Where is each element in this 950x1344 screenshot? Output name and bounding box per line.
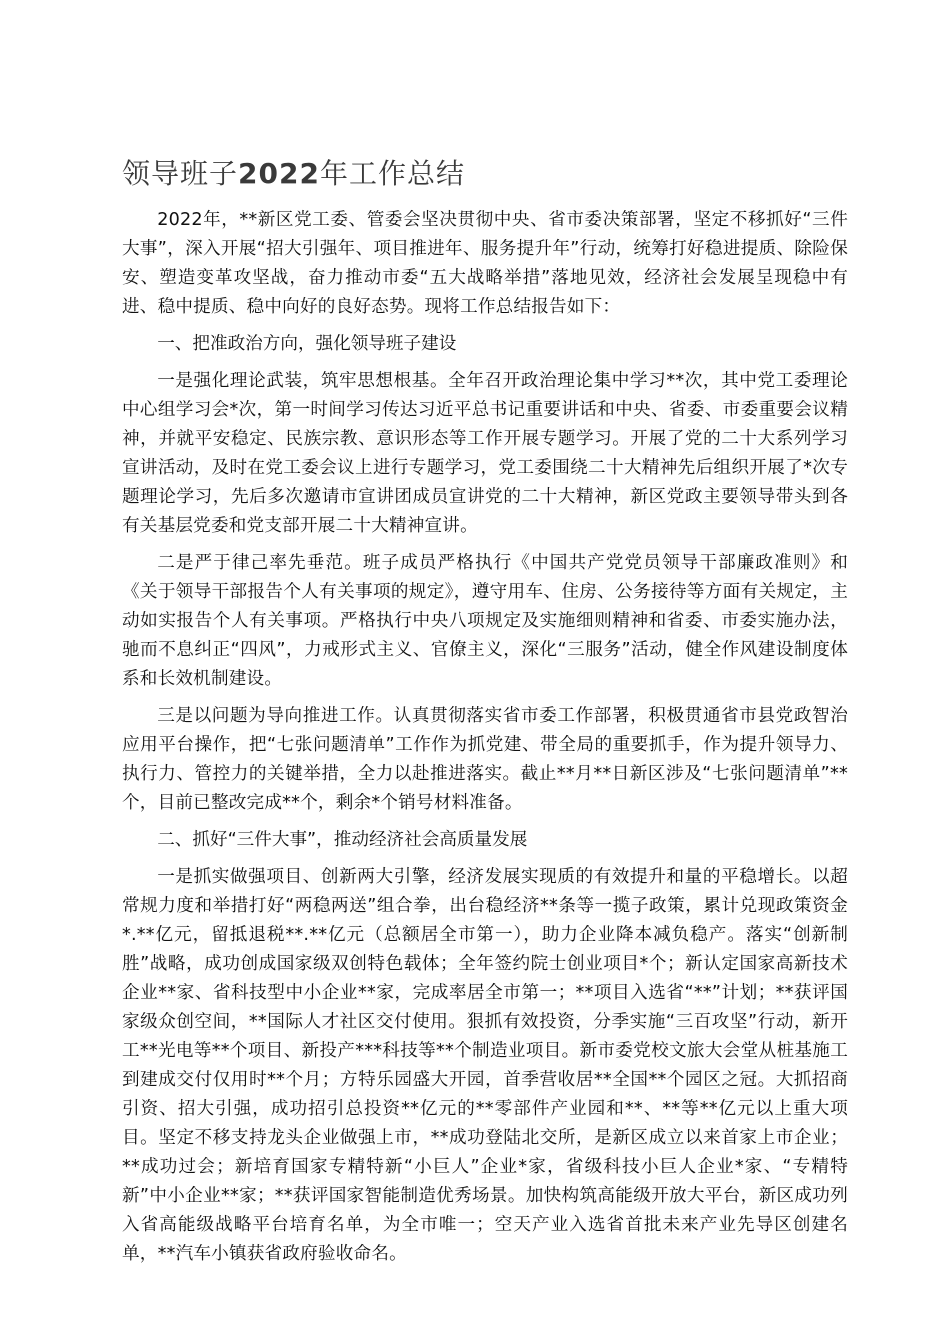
- document-title: [122, 152, 465, 192]
- paragraph-theory: 一是强化理论武装，筑牢思想根基。全年召开政治理论集中学习**次，其中党工委理论中心组学习会*次，第一时间学习传达习近平总书记重要讲话和中央、省委、市委重要会议精神，并就平安稳定、民族宗教、意识形态等工作开展专题学习。开展了党的二十大系列学习宣讲活动，及时在党工委会议上进行专题学习，党工委围绕二十大精神先后组织开展了*次专题理论学习，先后多次邀请市宣讲团成员宣讲党的二十大精神，新区党政主要领导带头到各有关基层党委和党支部开展二十大精神宣讲。: [122, 371, 848, 536]
- document-body: [122, 206, 848, 1277]
- paragraph-projects-innovation: 一是抓实做强项目、创新两大引擎，经济发展实现质的有效提升和量的平稳增长。以超常规力度和举措打好“两稳两送”组合拳，出台稳经济**条等一揽子政策，累计兑现政策资金*.**亿元，留抵退税**.**亿元（总额居全市第一），助力企业降本减负稳产。落实“创新制胜”战略，成功创成国家级双创特色载体；全年签约院士创业项目*个；新认定国家高新技术企业**家、省科技型中小企业**家，完成率居全市第一；**项目入选省“**”计划；**获评国家级众创空间，**国际人才社区交付使用。狠抓有效投资，分季实施“三百攻坚”行动，新开工**光电等**个项目、新投产***科技等**个制造业项目。新市委党校文旅大会堂从桩基施工到建成交付仅用时**个月；方特乐园盛大开园，首季营收居**全国**个园区之冠。大抓招商引资、招大引强，成功招引总投资**亿元的**零部件产业园和**、**等**亿元以上重大项目。坚定不移支持龙头企业做强上市，**成功登陆北交所，是新区成立以来首家上市企业；**成功过会；新培育国家专精特新“小巨人”企业*家，省级科技小巨人企业*家、“专精特新”中小企业**家；**获评国家智能制造优秀场景。加快构筑高能级开放大平台，新区成功列入省高能级战略平台培育名单，为全市唯一；空天产业入选省首批未来产业先导区创建名单，**汽车小镇获省政府验收命名。: [122, 867, 848, 1264]
- intro-paragraph: 2022年，**新区党工委、管委会坚决贯彻中央、省市委决策部署，坚定不移抓好“三件大事”，深入开展“招大引强年、项目推进年、服务提升年”行动，统筹打好稳进提质、除险保安、塑造变革攻坚战，奋力推动市委“五大战略举措”落地见效，经济社会发展呈现稳中有进、稳中提质、稳中向好的良好态势。现将工作总结报告如下：: [122, 210, 848, 317]
- title-prefix: 领导班子: [122, 157, 239, 190]
- paragraph-problem-oriented: 三是以问题为导向推进工作。认真贯彻落实省市委工作部署，积极贯通省市县党政智治应用平台操作，把“七张问题清单”工作作为抓党建、带全局的重要抓手，作为提升领导力、执行力、管控力的关键举措，全力以赴推进落实。截止**月**日新区涉及“七张问题清单”**个，目前已整改完成**个，剩余*个销号材料准备。: [122, 706, 848, 813]
- paragraph-discipline: 二是严于律己率先垂范。班子成员严格执行《中国共产党党员领导干部廉政准则》和《关于领导干部报告个人有关事项的规定》，遵守用车、住房、公务接待等方面有关规定，主动如实报告个人有关事项。严格执行中央八项规定及实施细则精神和省委、市委实施办法，驰而不息纠正“四风”，力戒形式主义、官僚主义，深化“三服务”活动，健全作风建设制度体系和长效机制建设。: [122, 553, 848, 689]
- title-suffix: 年工作总结: [319, 157, 465, 190]
- section-heading-1: 一、把准政治方向，强化领导班子建设: [157, 334, 457, 354]
- section-heading-2: 二、抓好“三件大事”，推动经济社会高质量发展: [157, 830, 528, 850]
- title-year: 2022: [238, 157, 320, 190]
